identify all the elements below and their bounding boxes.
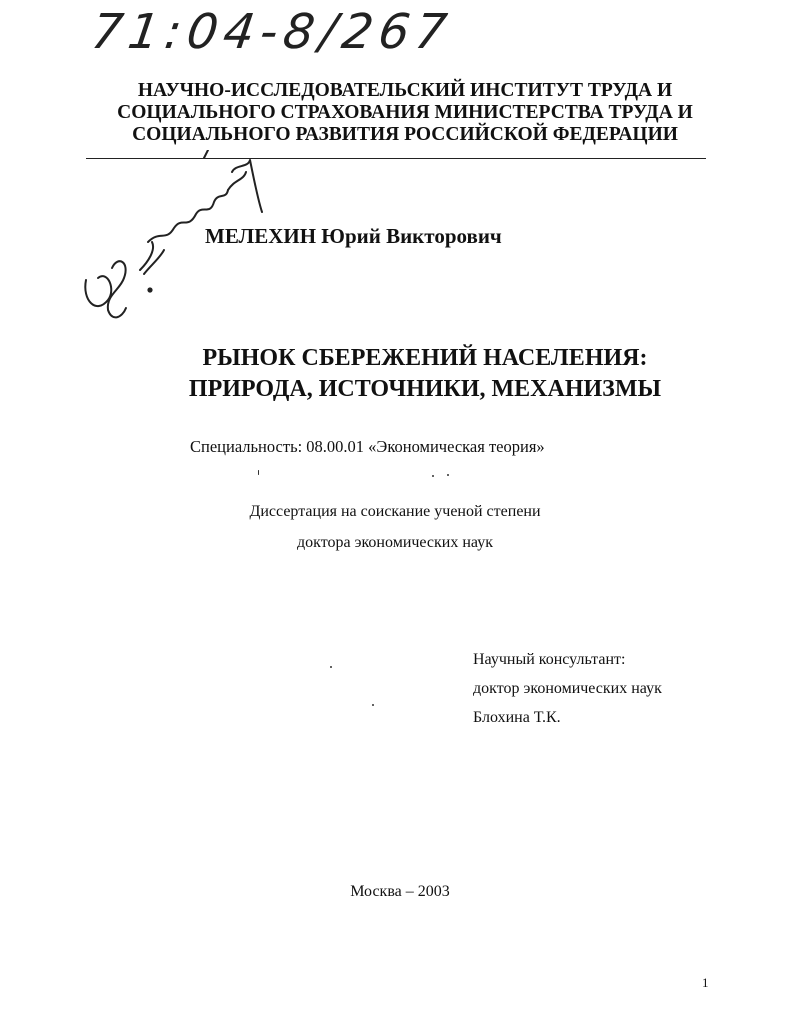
degree-line-1: Диссертация на соискание ученой степени xyxy=(249,503,541,520)
catalog-code-text: 71:04-8/267 xyxy=(88,4,456,60)
institute-line-2: СОЦИАЛЬНОГО СТРАХОВАНИЯ МИНИСТЕРСТВА ТРУДА И xyxy=(117,102,693,123)
page-number: 1 xyxy=(702,975,709,990)
degree-line-2: доктора экономических наук xyxy=(297,534,493,551)
author-name xyxy=(205,224,502,249)
title-line-2: ПРИРОДА, ИСТОЧНИКИ, МЕХАНИЗМЫ xyxy=(188,376,662,402)
scan-speck xyxy=(372,704,374,706)
dissertation-title xyxy=(60,343,790,405)
title-line-1: РЫНОК СБЕРЕЖЕНИЙ НАСЕЛЕНИЯ: xyxy=(202,345,648,371)
consultant-name: Блохина Т.К. xyxy=(473,709,561,726)
institute-header xyxy=(60,80,750,146)
specialty-line: Специальность: 08.00.01 «Экономическая теория» xyxy=(190,437,545,456)
author-given-names: Юрий Викторович xyxy=(321,224,502,248)
author-surname: МЕЛЕХИН xyxy=(205,224,317,248)
scientific-consultant xyxy=(473,645,662,732)
degree-statement xyxy=(120,496,670,558)
institute-line-1: НАУЧНО-ИССЛЕДОВАТЕЛЬСКИЙ ИНСТИТУТ ТРУДА И xyxy=(137,80,673,101)
city-and-year: Москва – 2003 xyxy=(350,883,450,900)
handwritten-catalog-code xyxy=(88,2,492,64)
scan-speck xyxy=(447,474,449,476)
consultant-label: Научный консультант: xyxy=(473,651,626,668)
institute-line-3: СОЦИАЛЬНОГО РАЗВИТИЯ РОССИЙСКОЙ ФЕДЕРАЦИИ xyxy=(132,124,678,145)
scan-speck xyxy=(432,475,434,477)
consultant-degree: доктор экономических наук xyxy=(473,680,662,697)
scan-speck xyxy=(258,470,259,475)
scan-speck xyxy=(330,666,332,668)
